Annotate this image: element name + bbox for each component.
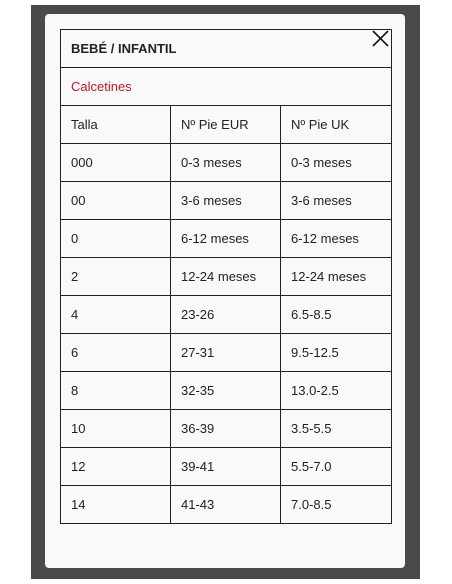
cell-eur: 32-35	[171, 372, 281, 410]
header-row	[61, 106, 392, 144]
table-row	[61, 372, 392, 410]
cell-size: 8	[61, 372, 171, 410]
table-row	[61, 486, 392, 524]
subtitle-row	[61, 68, 392, 106]
cell-size: 4	[61, 296, 171, 334]
column-header-uk: Nº Pie UK	[281, 106, 392, 144]
cell-size: 6	[61, 334, 171, 372]
size-table	[60, 29, 392, 524]
cell-uk: 6-12 meses	[281, 220, 392, 258]
cell-uk: 6.5-8.5	[281, 296, 392, 334]
table-row	[61, 448, 392, 486]
column-header-eur: Nº Pie EUR	[171, 106, 281, 144]
column-header-size: Talla	[61, 106, 171, 144]
cell-eur: 3-6 meses	[171, 182, 281, 220]
cell-eur: 41-43	[171, 486, 281, 524]
cell-size: 0	[61, 220, 171, 258]
cell-size: 14	[61, 486, 171, 524]
cell-uk: 13.0-2.5	[281, 372, 392, 410]
cell-eur: 23-26	[171, 296, 281, 334]
cell-size: 2	[61, 258, 171, 296]
cell-size: 12	[61, 448, 171, 486]
table-row	[61, 258, 392, 296]
title-row	[61, 30, 392, 68]
table-row	[61, 296, 392, 334]
table-row	[61, 144, 392, 182]
modal-title: BEBÉ / INFANTIL	[61, 30, 392, 68]
cell-eur: 39-41	[171, 448, 281, 486]
table-row	[61, 182, 392, 220]
cell-size: 000	[61, 144, 171, 182]
cell-uk: 3.5-5.5	[281, 410, 392, 448]
cell-size: 00	[61, 182, 171, 220]
cell-uk: 5.5-7.0	[281, 448, 392, 486]
cell-uk: 3-6 meses	[281, 182, 392, 220]
table-row	[61, 220, 392, 258]
size-guide-modal	[45, 14, 405, 568]
cell-eur: 27-31	[171, 334, 281, 372]
cell-uk: 0-3 meses	[281, 144, 392, 182]
table-row	[61, 410, 392, 448]
cell-eur: 0-3 meses	[171, 144, 281, 182]
cell-size: 10	[61, 410, 171, 448]
cell-uk: 9.5-12.5	[281, 334, 392, 372]
cell-eur: 36-39	[171, 410, 281, 448]
cell-uk: 12-24 meses	[281, 258, 392, 296]
table-row	[61, 334, 392, 372]
cell-uk: 7.0-8.5	[281, 486, 392, 524]
cell-eur: 6-12 meses	[171, 220, 281, 258]
cell-eur: 12-24 meses	[171, 258, 281, 296]
category-subtitle: Calcetines	[61, 68, 392, 106]
